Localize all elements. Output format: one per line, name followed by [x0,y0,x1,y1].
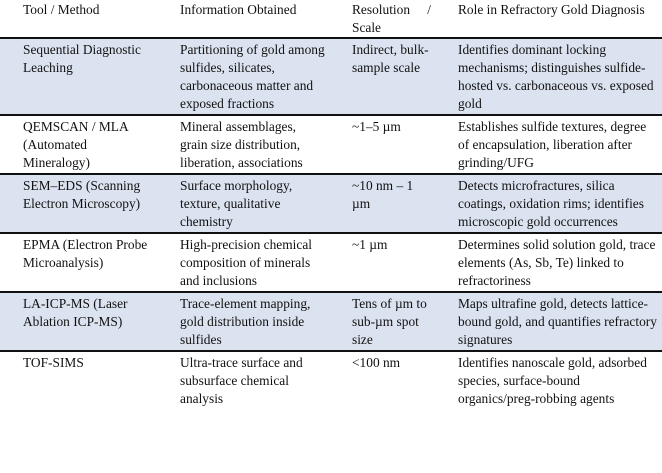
cell-resolution: Tens of µm to sub-µm spot size [329,292,435,351]
cell-role: Identifies dominant locking mechanisms; distinguishes sulfide-hosted vs. carbonaceous vs. exposed gold [435,38,662,115]
cell-resolution: <100 nm [329,351,435,409]
header-row [0,0,662,38]
table-row [0,292,662,351]
header-resolution-scale: Resolution / Scale [329,0,435,38]
cell-role: Identifies nanoscale gold, adsorbed species, surface-bound organics/preg-robbing agents [435,351,662,409]
cell-role: Establishes sulfide textures, degree of encapsulation, liberation after grinding/UFG [435,115,662,174]
table-row [0,174,662,233]
table-header [0,0,662,38]
cell-info: Ultra-trace surface and subsurface chemical analysis [157,351,329,409]
table-body [0,38,662,409]
cell-resolution: ~10 nm – 1 µm [329,174,435,233]
header-role-in-refractory-gold-diagnosis: Role in Refractory Gold Diagnosis [435,0,662,38]
cell-tool: Sequential Diagnostic Leaching [0,38,157,115]
cell-info: Surface morphology, texture, qualitative chemistry [157,174,329,233]
cell-tool: SEM–EDS (Scanning Electron Microscopy) [0,174,157,233]
cell-resolution: ~1–5 µm [329,115,435,174]
cell-info: Mineral assemblages, grain size distribution, liberation, associations [157,115,329,174]
cell-resolution: ~1 µm [329,233,435,292]
cell-tool: EPMA (Electron Probe Microanalysis) [0,233,157,292]
cell-role: Determines solid solution gold, trace elements (As, Sb, Te) linked to refractoriness [435,233,662,292]
cell-tool: TOF-SIMS [0,351,157,409]
header-information-obtained: Information Obtained [157,0,329,38]
cell-resolution: Indirect, bulk-sample scale [329,38,435,115]
table-row [0,233,662,292]
table-row [0,351,662,409]
cell-info: Trace-element mapping, gold distribution inside sulfides [157,292,329,351]
cell-tool: QEMSCAN / MLA (Automated Mineralogy) [0,115,157,174]
cell-tool: LA-ICP-MS (Laser Ablation ICP-MS) [0,292,157,351]
cell-role: Maps ultrafine gold, detects lattice-bound gold, and quantifies refractory signatures [435,292,662,351]
header-tool-method: Tool / Method [0,0,157,38]
table-row [0,38,662,115]
cell-info: High-precision chemical composition of minerals and inclusions [157,233,329,292]
table-row [0,115,662,174]
cell-info: Partitioning of gold among sulfides, silicates, carbonaceous matter and exposed fractions [157,38,329,115]
cell-role: Detects microfractures, silica coatings, oxidation rims; identifies microscopic gold occurrences [435,174,662,233]
